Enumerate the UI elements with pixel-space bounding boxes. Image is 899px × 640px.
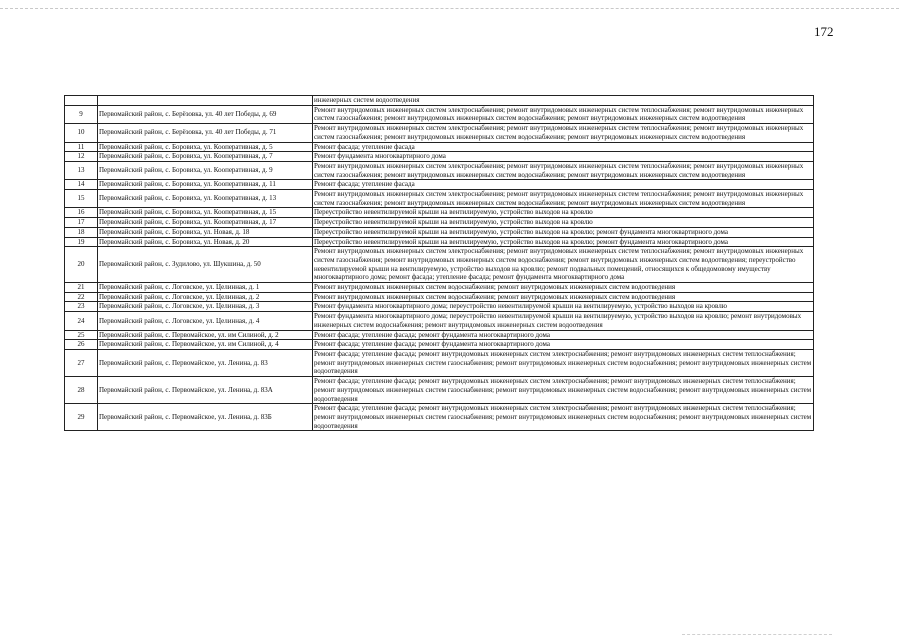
repair-schedule-table bbox=[64, 95, 814, 431]
cell-num: 27 bbox=[65, 349, 98, 376]
cell-address: Первомайский район, с. Зудилово, ул. Шукшина, д. 50 bbox=[98, 247, 313, 283]
cell-num: 16 bbox=[65, 208, 98, 218]
cell-work: Ремонт фасада; утепление фасада; ремонт внутридомовых инженерных систем электроснабжения; ремонт внутридомовых инженерных систем теплоснабжения; ремонт внутридомовых инженерных систем газоснабжения; ремонт внутридомовых инженерных систем водоснабжения; ремонт внутридомовых инженерных систем водоотведения bbox=[313, 349, 814, 376]
cell-num: 19 bbox=[65, 237, 98, 247]
table-row bbox=[65, 404, 814, 431]
cell-work: Переустройство невентилируемой крыши на вентилируемую, устройство выходов на кровлю bbox=[313, 218, 814, 228]
cell-num: 28 bbox=[65, 377, 98, 404]
cell-work: Ремонт внутридомовых инженерных систем электроснабжения; ремонт внутридомовых инженерных систем теплоснабжения; ремонт внутридомовых инженерных систем газоснабжения; ремонт внутридомовых инженерных систем водоснабжения; ремонт внутридомовых инженерных систем водоотведения bbox=[313, 190, 814, 208]
cell-work: Ремонт внутридомовых инженерных систем водоснабжения; ремонт внутридомовых инженерных систем водоотведения bbox=[313, 283, 814, 293]
cell-work: Ремонт внутридомовых инженерных систем электроснабжения; ремонт внутридомовых инженерных систем теплоснабжения; ремонт внутридомовых инженерных систем газоснабжения; ремонт внутридомовых инженерных систем водоснабжения; ремонт внутридомовых инженерных систем водоотведения bbox=[313, 161, 814, 179]
cell-num: 29 bbox=[65, 404, 98, 431]
cell-num: 17 bbox=[65, 218, 98, 228]
page-number: 172 bbox=[814, 24, 834, 39]
cell-work: Ремонт внутридомовых инженерных систем водоснабжения; ремонт внутридомовых инженерных систем водоотведения bbox=[313, 292, 814, 302]
cell-work: Ремонт фасада; утепление фасада; ремонт внутридомовых инженерных систем электроснабжения; ремонт внутридомовых инженерных систем теплоснабжения; ремонт внутридомовых инженерных систем газоснабжения; ремонт внутридомовых инженерных систем водоснабжения; ремонт внутридомовых инженерных систем водоотведения bbox=[313, 377, 814, 404]
table-row bbox=[65, 227, 814, 237]
table-row bbox=[65, 312, 814, 330]
table-row bbox=[65, 180, 814, 190]
table-row bbox=[65, 349, 814, 376]
cell-work: Ремонт внутридомовых инженерных систем электроснабжения; ремонт внутридомовых инженерных систем теплоснабжения; ремонт внутридомовых инженерных систем газоснабжения; ремонт внутридомовых инженерных систем водоснабжения; ремонт внутридомовых инженерных систем водоотведения bbox=[313, 105, 814, 123]
cell-address: Первомайский район, с. Боровиха, ул. Кооперативная, д. 17 bbox=[98, 218, 313, 228]
table-row bbox=[65, 377, 814, 404]
cell-address bbox=[98, 96, 313, 106]
cell-num: 21 bbox=[65, 283, 98, 293]
cell-address: Первомайский район, с. Первомайское, ул. им Силиной, д. 4 bbox=[98, 340, 313, 350]
table-row bbox=[65, 340, 814, 350]
cell-address: Первомайский район, с. Боровиха, ул. Кооперативная, д. 15 bbox=[98, 208, 313, 218]
table-row bbox=[65, 292, 814, 302]
table-row bbox=[65, 105, 814, 123]
cell-work: Переустройство невентилируемой крыши на вентилируемую, устройство выходов на кровлю; ремонт фундамента многоквартирного дома bbox=[313, 237, 814, 247]
cell-work: Переустройство невентилируемой крыши на вентилируемую, устройство выходов на кровлю bbox=[313, 208, 814, 218]
cell-work: Ремонт фундамента многоквартирного дома; переустройство невентилируемой крыши на вентилируемую, устройство выходов на кровлю; ремонт внутридомовых инженерных систем водоснабжения; ремонт внутридомовых инженерных систем водоотведения bbox=[313, 312, 814, 330]
cell-work: Ремонт фасада; утепление фасада bbox=[313, 142, 814, 152]
cell-num: 9 bbox=[65, 105, 98, 123]
cell-address: Первомайский район, с. Первомайское, ул. Ленина, д. 83Б bbox=[98, 404, 313, 431]
cell-num: 13 bbox=[65, 161, 98, 179]
cell-num bbox=[65, 96, 98, 106]
cell-work: Ремонт фасада; утепление фасада; ремонт внутридомовых инженерных систем электроснабжения; ремонт внутридомовых инженерных систем теплоснабжения; ремонт внутридомовых инженерных систем газоснабжения; ремонт внутридомовых инженерных систем водоснабжения; ремонт внутридомовых инженерных систем водоотведения bbox=[313, 404, 814, 431]
cell-address: Первомайский район, с. Первомайское, ул. Ленина, д. 83А bbox=[98, 377, 313, 404]
cell-work: инженерных систем водоотведения bbox=[313, 96, 814, 106]
cell-num: 25 bbox=[65, 330, 98, 340]
cell-work: Переустройство невентилируемой крыши на вентилируемую, устройство выходов на кровлю; ремонт фундамента многоквартирного дома bbox=[313, 227, 814, 237]
cell-num: 22 bbox=[65, 292, 98, 302]
table-row bbox=[65, 142, 814, 152]
cell-num: 24 bbox=[65, 312, 98, 330]
cell-work: Ремонт внутридомовых инженерных систем электроснабжения; ремонт внутридомовых инженерных систем теплоснабжения; ремонт внутридомовых инженерных систем газоснабжения; ремонт внутридомовых инженерных систем водоснабжения; ремонт внутридомовых инженерных систем водоотведения bbox=[313, 124, 814, 142]
cell-address: Первомайский район, с. Боровиха, ул. Кооперативная, д. 5 bbox=[98, 142, 313, 152]
table-body bbox=[65, 96, 814, 431]
cell-num: 11 bbox=[65, 142, 98, 152]
cell-address: Первомайский район, с. Боровиха, ул. Новая, д. 20 bbox=[98, 237, 313, 247]
cell-work: Ремонт внутридомовых инженерных систем электроснабжения; ремонт внутридомовых инженерных систем теплоснабжения; ремонт внутридомовых инженерных систем газоснабжения; ремонт внутридомовых инженерных систем водоснабжения; ремонт внутридомовых инженерных систем водоотведения; переустройство невентилируемой крыши на вентилируемую, устройство выходов на кровлю; ремонт подвальных помещений, относящихся к общедомовому имуществу многоквартирного дома; ремонт фасада; утепление фасада; ремонт фундамента многоквартирного дома bbox=[313, 247, 814, 283]
cell-num: 14 bbox=[65, 180, 98, 190]
table-row bbox=[65, 302, 814, 312]
cell-num: 23 bbox=[65, 302, 98, 312]
table-row bbox=[65, 330, 814, 340]
cell-num: 20 bbox=[65, 247, 98, 283]
cell-address: Первомайский район, с. Боровиха, ул. Новая, д. 18 bbox=[98, 227, 313, 237]
cell-work: Ремонт фасада; утепление фасада bbox=[313, 180, 814, 190]
table-row bbox=[65, 218, 814, 228]
table-row bbox=[65, 96, 814, 106]
cell-work: Ремонт фасада; утепление фасада; ремонт фундамента многоквартирного дома bbox=[313, 340, 814, 350]
cell-address: Первомайский район, с. Первомайское, ул. Ленина, д. 83 bbox=[98, 349, 313, 376]
cell-num: 18 bbox=[65, 227, 98, 237]
cell-address: Первомайский район, с. Боровиха, ул. Кооперативная, д. 7 bbox=[98, 152, 313, 162]
cell-address: Первомайский район, с. Логовское, ул. Целинная, д. 1 bbox=[98, 283, 313, 293]
table-row bbox=[65, 190, 814, 208]
cell-address: Первомайский район, с. Боровиха, ул. Кооперативная, д. 9 bbox=[98, 161, 313, 179]
cell-address: Первомайский район, с. Боровиха, ул. Кооперативная, д. 13 bbox=[98, 190, 313, 208]
cell-address: Первомайский район, с. Берёзовка, ул. 40 лет Победы, д. 71 bbox=[98, 124, 313, 142]
cell-address: Первомайский район, с. Берёзовка, ул. 40 лет Победы, д. 69 bbox=[98, 105, 313, 123]
cell-address: Первомайский район, с. Боровиха, ул. Кооперативная, д. 11 bbox=[98, 180, 313, 190]
table-row bbox=[65, 124, 814, 142]
table-row bbox=[65, 152, 814, 162]
cell-address: Первомайский район, с. Логовское, ул. Целинная, д. 2 bbox=[98, 292, 313, 302]
table-row bbox=[65, 247, 814, 283]
table-row bbox=[65, 161, 814, 179]
cell-work: Ремонт фундамента многоквартирного дома; переустройство невентилируемой крыши на вентилируемую, устройство выходов на кровлю bbox=[313, 302, 814, 312]
cell-num: 10 bbox=[65, 124, 98, 142]
table-row bbox=[65, 283, 814, 293]
cell-num: 15 bbox=[65, 190, 98, 208]
scan-bottom-edge bbox=[682, 634, 832, 635]
scan-top-edge bbox=[0, 8, 899, 9]
cell-address: Первомайский район, с. Логовское, ул. Целинная, д. 3 bbox=[98, 302, 313, 312]
table-row bbox=[65, 237, 814, 247]
cell-work: Ремонт фасада; утепление фасада; ремонт фундамента многоквартирного дома bbox=[313, 330, 814, 340]
cell-address: Первомайский район, с. Логовское, ул. Целинная, д. 4 bbox=[98, 312, 313, 330]
cell-work: Ремонт фундамента многоквартирного дома bbox=[313, 152, 814, 162]
table-row bbox=[65, 208, 814, 218]
cell-num: 12 bbox=[65, 152, 98, 162]
cell-address: Первомайский район, с. Первомайское, ул. им Силиной, д. 2 bbox=[98, 330, 313, 340]
cell-num: 26 bbox=[65, 340, 98, 350]
